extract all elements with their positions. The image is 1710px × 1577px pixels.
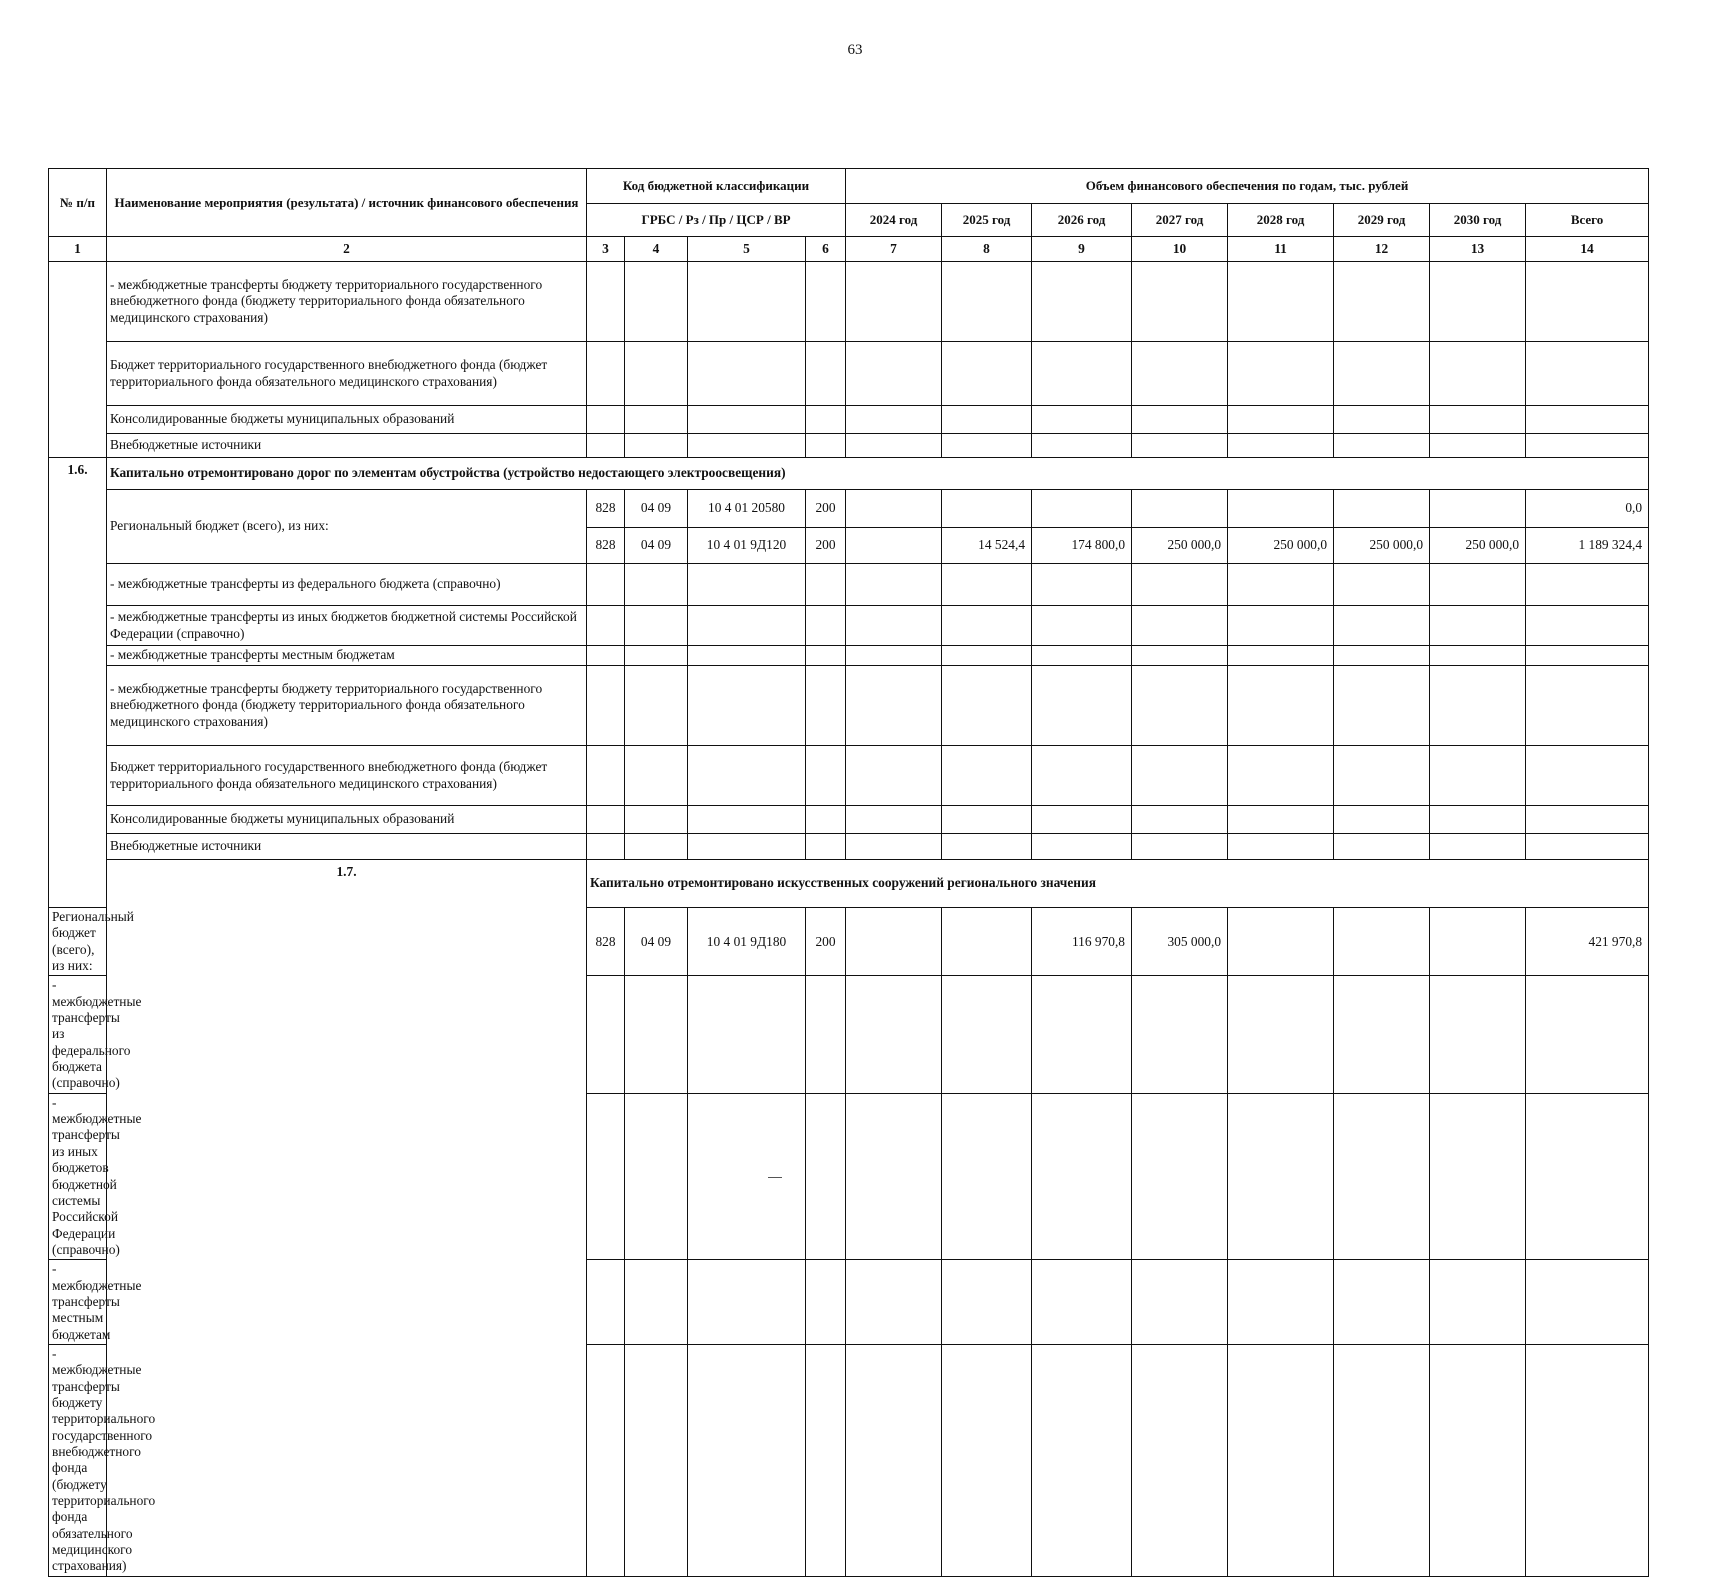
col-index: 4 — [625, 237, 688, 262]
section-title-row — [49, 458, 1649, 490]
table-row — [49, 606, 1649, 646]
rzpr-cell: 04 09 — [625, 528, 688, 564]
header-year-2026: 2026 год — [1032, 204, 1132, 237]
row-label: Бюджет территориального государственного внебюджетного фонда (бюджет территориального фонда обязательного медицинского страхования) — [107, 746, 587, 806]
row-label: Внебюджетные источники — [107, 434, 587, 458]
header-num: № п/п — [49, 169, 107, 237]
table-row — [49, 262, 1649, 342]
col-index: 12 — [1334, 237, 1430, 262]
header-year-2025: 2025 год — [942, 204, 1032, 237]
section-title: Капитально отремонтировано искусственных сооружений регионального значения — [587, 860, 1649, 908]
value-cell: 305 000,0 — [1132, 908, 1228, 976]
page-number: 63 — [847, 42, 863, 58]
col-index: 14 — [1526, 237, 1649, 262]
value-cell: 174 800,0 — [1032, 528, 1132, 564]
grbs-cell: 828 — [587, 908, 625, 976]
footer-mark — [768, 1177, 782, 1178]
col-index: 11 — [1228, 237, 1334, 262]
table-row — [49, 746, 1649, 806]
col-index: 5 — [688, 237, 806, 262]
table-row — [49, 490, 1649, 528]
header-year-2027: 2027 год — [1132, 204, 1228, 237]
total-cell: 0,0 — [1526, 490, 1649, 528]
total-cell: 1 189 324,4 — [1526, 528, 1649, 564]
value-cell: 116 970,8 — [1032, 908, 1132, 976]
value-cell: 14 524,4 — [942, 528, 1032, 564]
row-label: Региональный бюджет (всего), из них: — [107, 490, 587, 564]
col-index: 2 — [107, 237, 587, 262]
row-label: - межбюджетные трансферты из иных бюджетов бюджетной системы Российской Федерации (справочно) — [49, 1093, 107, 1259]
table-row — [49, 342, 1649, 406]
row-label: - межбюджетные трансферты из иных бюджетов бюджетной системы Российской Федерации (справочно) — [107, 606, 587, 646]
header-code: Код бюджетной классификации — [587, 169, 846, 204]
value-cell: 250 000,0 — [1132, 528, 1228, 564]
row-num-empty — [49, 262, 107, 458]
header-year-2030: 2030 год — [1430, 204, 1526, 237]
total-cell: 421 970,8 — [1526, 908, 1649, 976]
section-title-row — [49, 860, 1649, 908]
vr-cell: 200 — [806, 528, 846, 564]
header-year-2028: 2028 год — [1228, 204, 1334, 237]
section-title: Капитально отремонтировано дорог по элементам обустройства (устройство недостающего электроосвещения) — [107, 458, 1649, 490]
header-total: Всего — [1526, 204, 1649, 237]
header-volume: Объем финансового обеспечения по годам, тыс. рублей — [846, 169, 1649, 204]
value-cell: 250 000,0 — [1228, 528, 1334, 564]
col-index: 3 — [587, 237, 625, 262]
col-index: 10 — [1132, 237, 1228, 262]
col-index: 7 — [846, 237, 942, 262]
value-cell: 250 000,0 — [1430, 528, 1526, 564]
row-label: Региональный бюджет (всего), из них: — [49, 908, 107, 976]
vr-cell: 200 — [806, 490, 846, 528]
table-row — [49, 434, 1649, 458]
row-label: - межбюджетные трансферты из федерального бюджета (справочно) — [49, 976, 107, 1093]
header-name: Наименование мероприятия (результата) / источник финансового обеспечения — [107, 169, 587, 237]
row-label: - межбюджетные трансферты бюджету территориального государственного внебюджетного фонда (бюджету территориального фонда обязательного медицинского страхования) — [107, 262, 587, 342]
section-number: 1.6. — [49, 458, 107, 908]
col-index: 9 — [1032, 237, 1132, 262]
row-label: Внебюджетные источники — [107, 834, 587, 860]
table-row — [49, 666, 1649, 746]
row-label: - межбюджетные трансферты местным бюджетам — [49, 1260, 107, 1345]
col-index: 6 — [806, 237, 846, 262]
col-index: 8 — [942, 237, 1032, 262]
csr-cell: 10 4 01 20580 — [688, 490, 806, 528]
row-label: - межбюджетные трансферты бюджету территориального государственного внебюджетного фонда (бюджету территориального фонда обязательного медицинского страхования) — [107, 666, 587, 746]
header-year-2024: 2024 год — [846, 204, 942, 237]
col-index: 13 — [1430, 237, 1526, 262]
row-label: - межбюджетные трансферты из федерального бюджета (справочно) — [107, 564, 587, 606]
csr-cell: 10 4 01 9Д120 — [688, 528, 806, 564]
row-label: Консолидированные бюджеты муниципальных образований — [107, 806, 587, 834]
col-index: 1 — [49, 237, 107, 262]
grbs-cell: 828 — [587, 528, 625, 564]
row-label: Консолидированные бюджеты муниципальных образований — [107, 406, 587, 434]
table-row — [49, 406, 1649, 434]
vr-cell: 200 — [806, 908, 846, 976]
table-row — [49, 834, 1649, 860]
header-row-1 — [49, 169, 1649, 204]
csr-cell: 10 4 01 9Д180 — [688, 908, 806, 976]
row-label: - межбюджетные трансферты местным бюджетам — [107, 646, 587, 666]
rzpr-cell: 04 09 — [625, 908, 688, 976]
value-cell: 250 000,0 — [1334, 528, 1430, 564]
table-row — [49, 564, 1649, 606]
table-row — [49, 646, 1649, 666]
section-number: 1.7. — [107, 860, 587, 1577]
row-label: - межбюджетные трансферты бюджету территориального государственного внебюджетного фонда (бюджету территориального фонда обязательного медицинского страхования) — [49, 1344, 107, 1576]
table-row — [49, 806, 1649, 834]
header-code-sub: ГРБС / Рз / Пр / ЦСР / ВР — [587, 204, 846, 237]
financial-table — [48, 168, 1649, 1577]
row-label: Бюджет территориального государственного внебюджетного фонда (бюджет территориального фонда обязательного медицинского страхования) — [107, 342, 587, 406]
column-index-row — [49, 237, 1649, 262]
header-year-2029: 2029 год — [1334, 204, 1430, 237]
grbs-cell: 828 — [587, 490, 625, 528]
rzpr-cell: 04 09 — [625, 490, 688, 528]
